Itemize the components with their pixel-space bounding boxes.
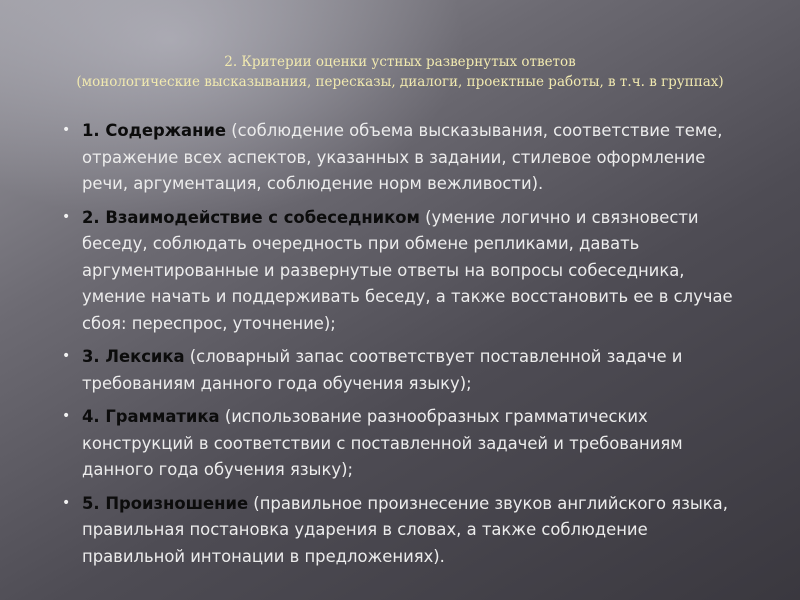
- slide-title: [40, 52, 760, 92]
- criterion-description: (использование разнообразных грамматических конструкций в соответствии с поставленной задачей и требованиям данного года обучения языку);: [82, 407, 683, 479]
- title-line-1: 2. Критерии оценки устных развернутых ответов: [224, 54, 576, 70]
- criterion-heading: 1. Содержание: [82, 121, 227, 140]
- bullet-icon: •: [62, 348, 71, 364]
- criterion-description: (умение логично и связновести беседу, соблюдать очередность при обмене репликами, давать аргументированные и развернутые ответы на вопросы собеседника, умение начать и поддерживать беседу, а также восстановить ее в случае сбоя: переспрос, уточнение);: [82, 207, 733, 333]
- criterion-heading: 2. Взаимодействие с собеседником: [82, 207, 420, 227]
- criterion-content: [60, 118, 750, 198]
- bullet-icon: •: [62, 122, 71, 138]
- criterion-description: (правильное произнесение звуков английского языка, правильная постановка ударения в словах, а также соблюдение правильной интонации в предложениях).: [82, 493, 728, 566]
- title-line-2: (монологические высказывания, пересказы, диалоги, проектные работы, в т.ч. в группах): [76, 74, 724, 90]
- criterion-description: (словарный запас соответствует поставленной задаче и требованиям данного года обучения языку);: [82, 347, 683, 393]
- criterion-heading: 5. Произношение: [82, 493, 249, 513]
- criterion-description: (соблюдение объема высказывания, соответствие теме, отражение всех аспектов, указанных в задании, стилевое оформление речи, аргументация, соблюдение норм вежливости).: [82, 121, 723, 193]
- bullet-icon: •: [62, 494, 71, 511]
- criterion-pronunciation: [60, 491, 750, 571]
- criterion-heading: 4. Грамматика: [82, 407, 220, 426]
- criteria-list: [60, 118, 750, 577]
- criterion-lexicon: [60, 344, 750, 397]
- bullet-icon: •: [62, 408, 71, 424]
- bullet-icon: •: [62, 208, 71, 225]
- criterion-grammar: [60, 404, 750, 484]
- criterion-interaction: [60, 205, 750, 338]
- criterion-heading: 3. Лексика: [82, 347, 185, 366]
